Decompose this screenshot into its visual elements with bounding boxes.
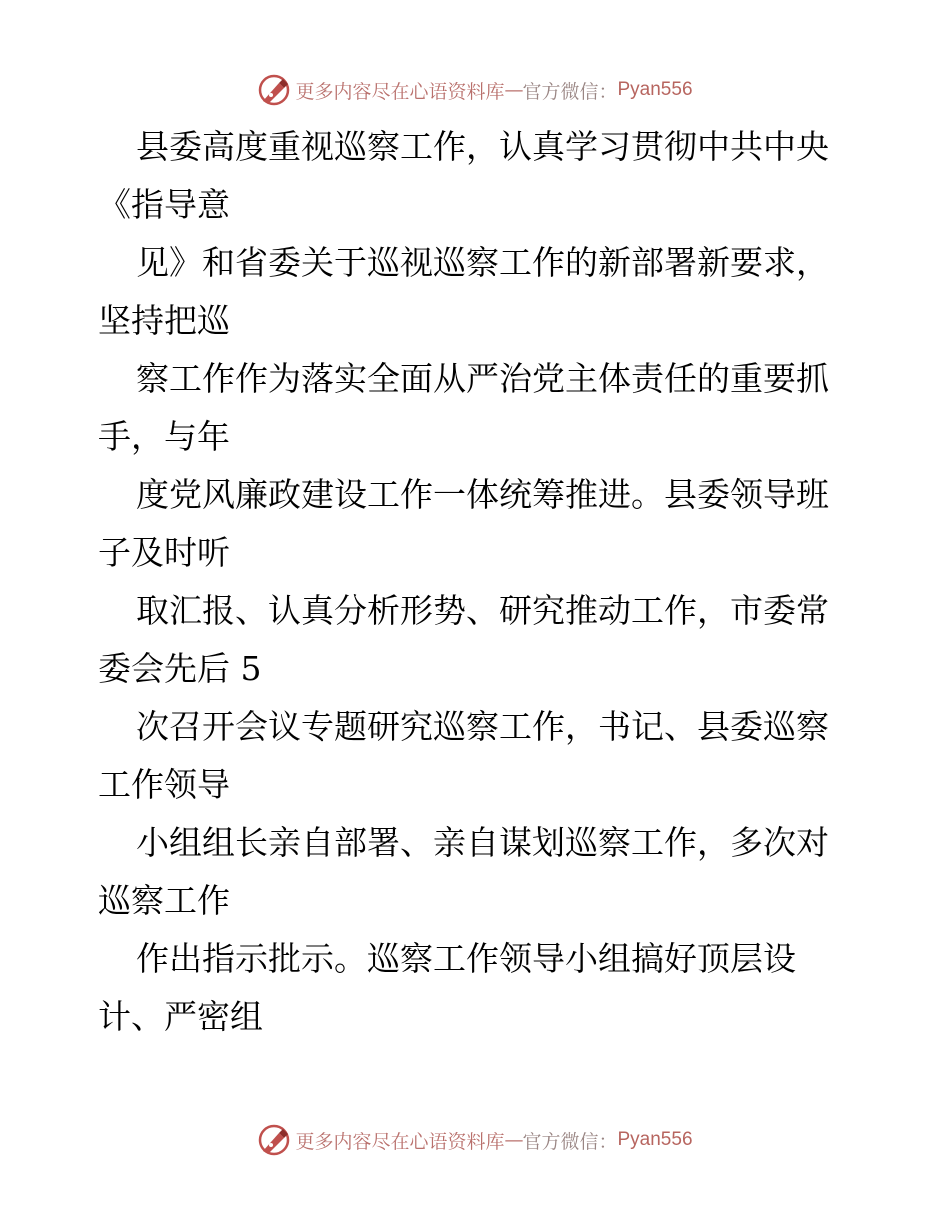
text-line: 取汇报、认真分析形势、研究推动工作，市委常: [136, 591, 829, 630]
wechat-label: 官方微信：: [522, 80, 618, 103]
body-text: [98, 118, 858, 1046]
text-line: 察工作作为落实全面从严治党主体责任的重要抓: [136, 359, 829, 398]
wechat-label: 官方微信：: [522, 1130, 618, 1153]
wechat-id: Pyan556: [617, 79, 693, 100]
site-name: 更多内容尽在心语资料库: [295, 1130, 505, 1153]
text-line: 小组组长亲自部署、亲自谋划巡察工作，多次对: [136, 823, 829, 862]
text-line: 手，与年: [98, 417, 230, 456]
pen-nib-icon: [257, 1123, 291, 1157]
pen-nib-icon: [257, 73, 291, 107]
text-line: 作出指示批示。巡察工作领导小组搞好顶层设: [136, 939, 796, 978]
text-line: 坚持把巡: [98, 301, 230, 340]
header-watermark: [0, 70, 950, 110]
separator-dash: —: [504, 1129, 523, 1151]
text-line: 委会先后 5: [98, 649, 262, 688]
text-line: 次召开会议专题研究巡察工作，书记、县委巡察: [136, 707, 829, 746]
text-line: 度党风廉政建设工作一体统筹推进。县委领导班: [136, 475, 829, 514]
wechat-id: Pyan556: [617, 1129, 693, 1150]
text-line: 工作领导: [98, 765, 230, 804]
text-line: 子及时听: [98, 533, 230, 572]
text-line: 县委高度重视巡察工作，认真学习贯彻中共中央: [136, 127, 829, 166]
text-line: 计、严密组: [98, 997, 263, 1036]
separator-dash: —: [504, 79, 523, 101]
footer-watermark: [0, 1120, 950, 1160]
site-name: 更多内容尽在心语资料库: [295, 80, 505, 103]
text-line: 见》和省委关于巡视巡察工作的新部署新要求，: [136, 243, 829, 282]
text-line: 《指导意: [98, 185, 230, 224]
text-line: 巡察工作: [98, 881, 230, 920]
